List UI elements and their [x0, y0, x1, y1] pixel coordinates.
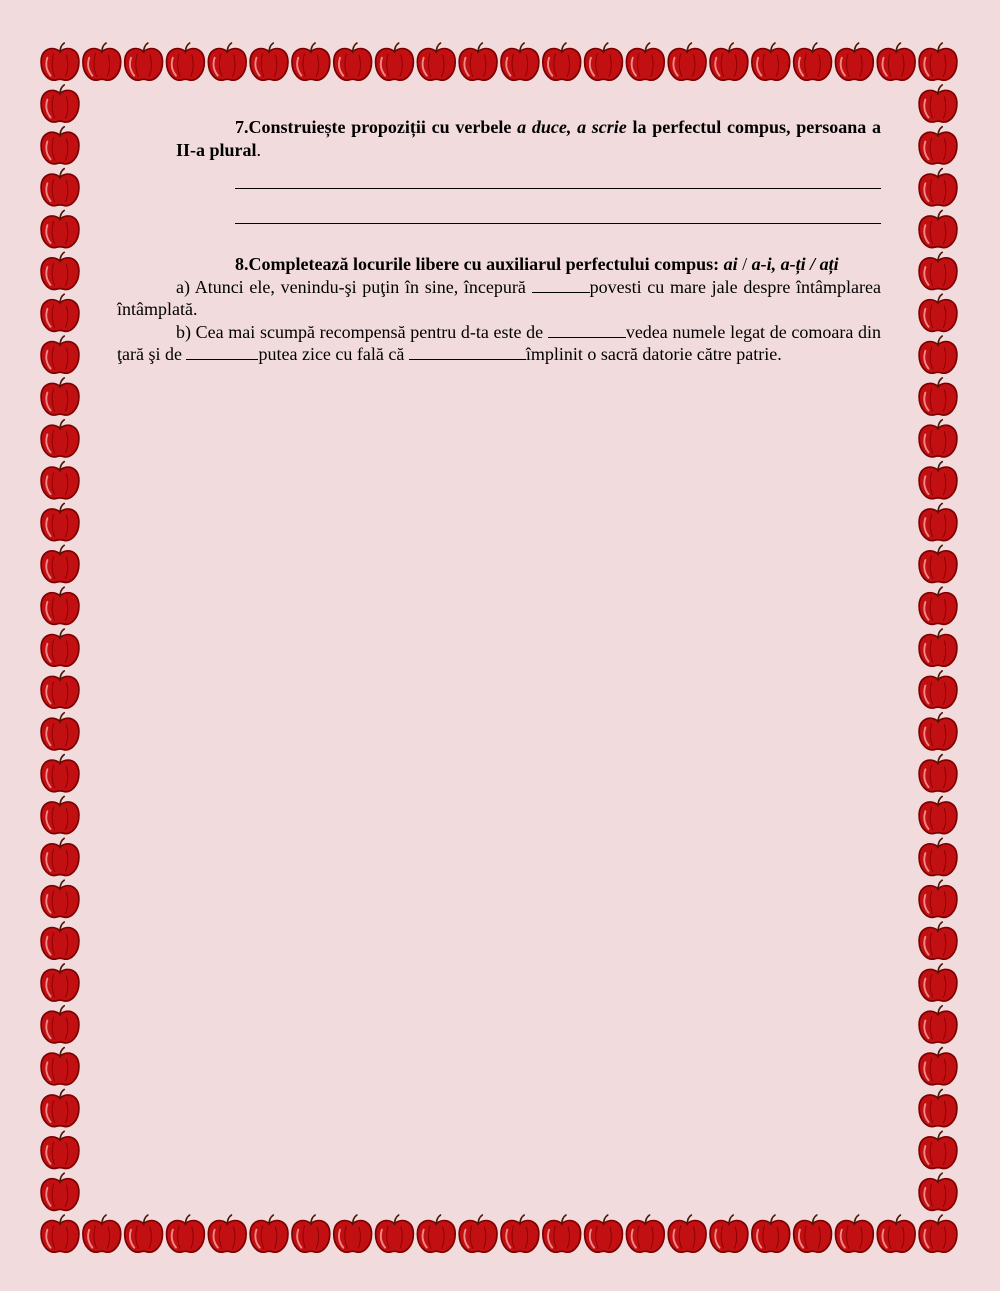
apple-icon [919, 420, 957, 457]
apple-icon [877, 1215, 915, 1252]
apple-icon [919, 503, 957, 540]
apple-icon [919, 838, 957, 875]
question-8-number: 8. [235, 254, 249, 274]
apple-icon [626, 1215, 664, 1252]
apple-icon [41, 294, 79, 331]
apple-icon [41, 671, 79, 708]
apple-icon [919, 587, 957, 624]
apple-icon [41, 1006, 79, 1043]
apple-icon [41, 503, 79, 540]
apple-icon [919, 713, 957, 750]
apple-icon [417, 1215, 455, 1252]
apple-icon [41, 1215, 79, 1252]
question-7-verbs: a duce, a scrie [517, 117, 627, 137]
apple-icon [334, 1215, 372, 1252]
blank-a[interactable] [532, 277, 590, 293]
apple-icon [919, 378, 957, 415]
worksheet-content [117, 116, 881, 366]
apple-icon [41, 43, 79, 80]
blank-b3[interactable] [409, 344, 526, 360]
apple-icon [919, 127, 957, 164]
apple-icon [459, 1215, 497, 1252]
answer-line-2[interactable] [235, 223, 881, 224]
apple-icon [919, 1089, 957, 1126]
apple-icon [41, 1131, 79, 1168]
apple-icon [835, 43, 873, 80]
apple-icon [794, 43, 832, 80]
exercise-a: a) Atunci ele, venindu-şi puţin în sine, începură povesti cu mare jale despre întâmplarea întâmplată. [117, 276, 881, 319]
apple-icon [919, 210, 957, 247]
apple-icon [501, 43, 539, 80]
apple-icon [41, 964, 79, 1001]
apple-icon [919, 85, 957, 122]
apple-icon [919, 629, 957, 666]
apple-icon [919, 1048, 957, 1085]
apple-icon [919, 671, 957, 708]
apple-icon [41, 420, 79, 457]
question-8-option-ai: ai [723, 254, 738, 274]
apple-icon [376, 43, 414, 80]
apple-icon [41, 462, 79, 499]
blank-b2[interactable] [186, 344, 258, 360]
apple-icon [877, 43, 915, 80]
apple-icon [626, 43, 664, 80]
apple-icon [41, 1173, 79, 1210]
question-7-prompt: 7.Construiește propoziții cu verbele a duce, a scrie la perfectul compus, persoana a II-a plural. [176, 117, 881, 160]
apple-icon [919, 880, 957, 917]
question-8-prompt: 8.Completează locurile libere cu auxiliarul perfectului compus: ai / a-i, a-ți / ați [235, 254, 839, 274]
blank-b1[interactable] [548, 322, 626, 338]
apple-icon [167, 43, 205, 80]
apple-icon [835, 1215, 873, 1252]
apple-icon [459, 43, 497, 80]
apple-icon [208, 1215, 246, 1252]
question-7 [117, 116, 881, 161]
question-8-options: a-i, a-ți / ați [751, 254, 839, 274]
apple-icon [919, 294, 957, 331]
apple-icon [752, 43, 790, 80]
apple-icon [41, 127, 79, 164]
apple-icon [292, 43, 330, 80]
apple-icon [794, 1215, 832, 1252]
apple-icon [41, 545, 79, 582]
apple-icon [501, 1215, 539, 1252]
apple-icon [919, 1215, 957, 1252]
apple-icon [41, 755, 79, 792]
apple-icon [919, 1173, 957, 1210]
apple-icon [417, 43, 455, 80]
exercise-b: b) Cea mai scumpă recompensă pentru d-ta este de vedea numele legat de comoara din ţară şi de putea zice cu fală că împlinit o sacră datorie către patrie. [117, 321, 881, 364]
apple-icon [919, 462, 957, 499]
apple-icon [919, 169, 957, 206]
apple-icon [41, 838, 79, 875]
apple-icon [376, 1215, 414, 1252]
apple-icon [83, 1215, 121, 1252]
apple-icon [919, 336, 957, 373]
apple-icon [41, 85, 79, 122]
apple-icon [919, 1006, 957, 1043]
apple-icon [710, 1215, 748, 1252]
apple-icon [41, 1048, 79, 1085]
apple-icon [167, 1215, 205, 1252]
apple-icon [919, 796, 957, 833]
apple-icon [292, 1215, 330, 1252]
apple-icon [41, 587, 79, 624]
apple-icon [919, 964, 957, 1001]
apple-icon [919, 545, 957, 582]
apple-icon [41, 336, 79, 373]
apple-icon [41, 378, 79, 415]
apple-icon [250, 43, 288, 80]
apple-icon [208, 43, 246, 80]
apple-icon [83, 43, 121, 80]
apple-icon [41, 880, 79, 917]
apple-icon [41, 1089, 79, 1126]
apple-icon [125, 43, 163, 80]
apple-icon [41, 629, 79, 666]
apple-icon [919, 43, 957, 80]
apple-icon [125, 1215, 163, 1252]
answer-line-1[interactable] [235, 188, 881, 189]
apple-icon [41, 169, 79, 206]
apple-icon [585, 1215, 623, 1252]
apple-icon [41, 252, 79, 289]
apple-icon [543, 43, 581, 80]
apple-icon [41, 922, 79, 959]
apple-icon [41, 713, 79, 750]
question-8 [117, 253, 881, 276]
apple-icon [41, 210, 79, 247]
apple-icon [543, 1215, 581, 1252]
apple-icon [334, 43, 372, 80]
apple-icon [668, 1215, 706, 1252]
apple-icon [250, 1215, 288, 1252]
apple-icon [919, 1131, 957, 1168]
apple-icon [919, 755, 957, 792]
question-7-number: 7. [235, 117, 249, 137]
apple-icon [752, 1215, 790, 1252]
apple-icon [919, 922, 957, 959]
apple-icon [919, 252, 957, 289]
apple-icon [668, 43, 706, 80]
apple-icon [41, 796, 79, 833]
apple-icon [710, 43, 748, 80]
apple-icon [585, 43, 623, 80]
